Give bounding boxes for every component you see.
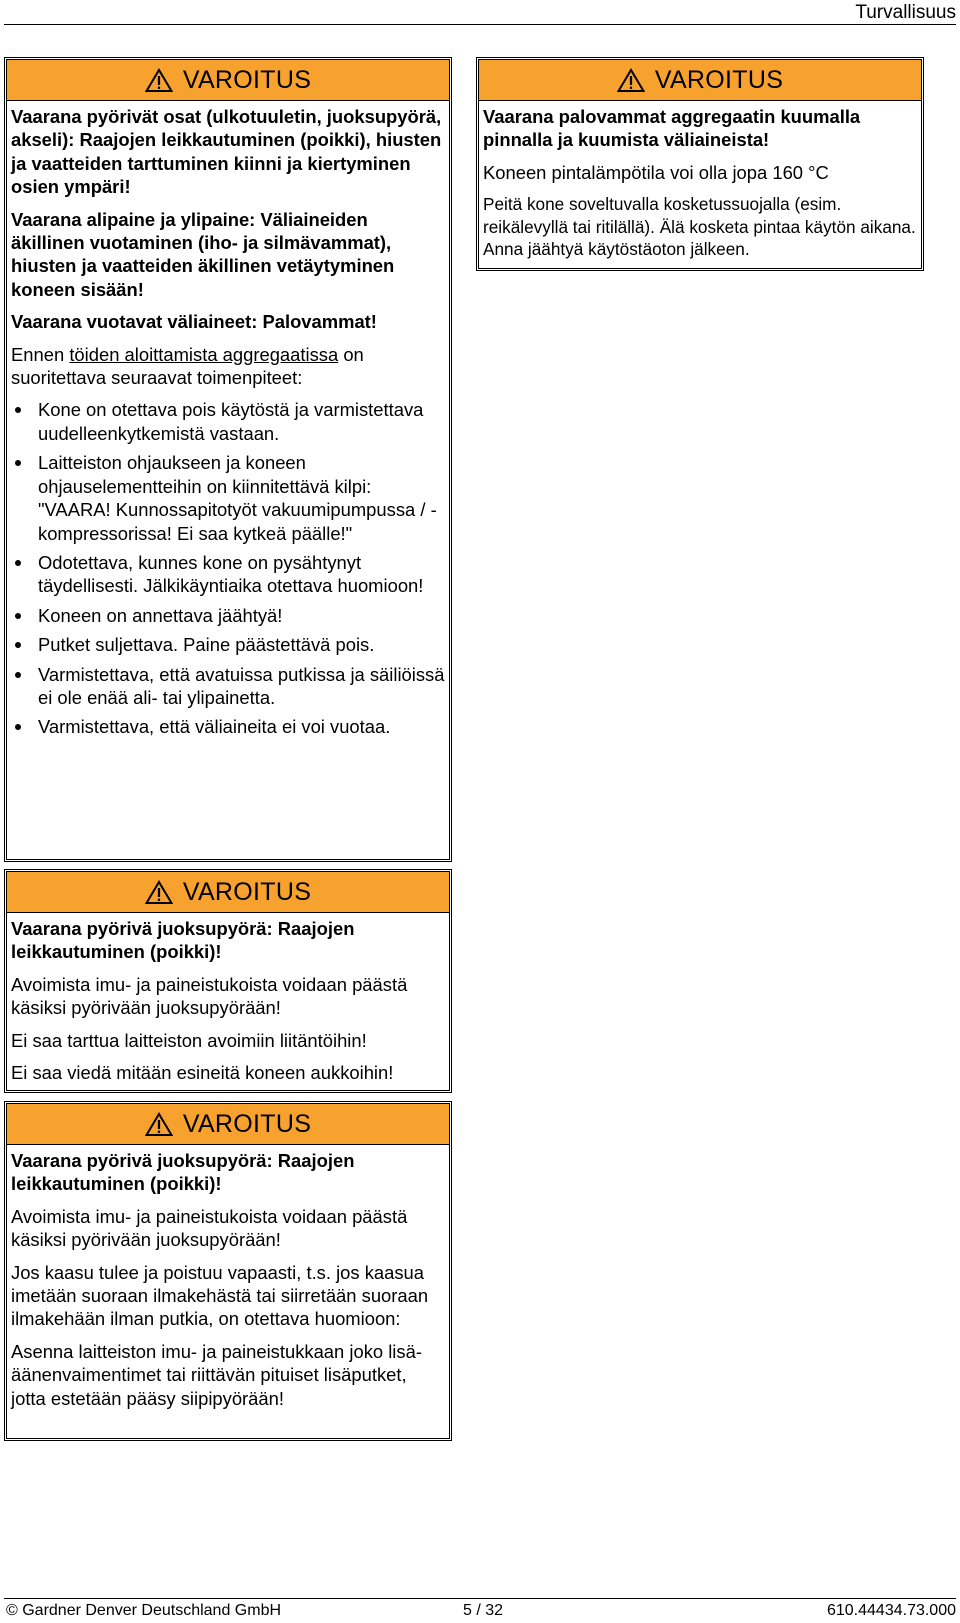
body-text: Ei saa viedä mitään esineitä koneen aukkoihin! [11,1062,394,1084]
warning-box-burns [476,57,924,271]
list-item: Laitteiston ohjaukseen ja koneen ohjauselementteihin on kiinnitettävä kilpi: "VAARA! Kunnossapitotyöt vakuumipumpussa / -kompressorissa! Ei saa kytkeä päälle!" [11,451,445,545]
body-text: Ei saa tarttua laitteiston avoimiin liitäntöihin! [11,1029,367,1051]
body-text: Jos kaasu tulee ja poistuu vapaasti, t.s. jos kaasua imetään suoraan ilmakehästä tai siirretään suoraan ilmakehään ilman putkia, on otettava huomioon: [11,1261,429,1330]
hazard-text: Vaarana pyörivä juoksupyörä: Raajojen leikkautuminen (poikki)! [11,1150,355,1195]
body-text: Koneen pintalämpötila voi olla jopa 160 °C [483,161,829,183]
warning-header [7,60,449,101]
footer-divider [4,1598,956,1599]
warning-title: VAROITUS [654,65,784,94]
list-item: Koneen on annettava jäähtyä! [11,604,445,627]
warning-triangle-icon [145,68,173,93]
hazard-text: Vaarana pyörivät osat (ulkotuuletin, juoksupyörä, akseli): Raajojen leikkautuminen (poikki), hiusten ja vaatteiden tarttuminen kiinni ja kiertyminen osien ympäri! [11,106,442,198]
procedure-steps [11,398,445,738]
list-item: Varmistettava, että väliaineita ei voi vuotaa. [11,715,445,738]
warning-header [7,872,449,913]
warning-title: VAROITUS [182,65,312,94]
warning-header [7,1104,449,1145]
hazard-text: Vaarana pyörivä juoksupyörä: Raajojen leikkautuminen (poikki)! [11,918,355,963]
footer-doc-number: 610.44434.73.000 [826,1602,956,1619]
hazard-text: Vaarana vuotavat väliaineet: Palovammat! [11,311,377,333]
header-divider [4,24,956,25]
warning-triangle-icon [145,880,173,905]
list-item: Kone on otettava pois käytöstä ja varmistettava uudelleenkytkemistä vastaan. [11,398,445,445]
body-text: Peitä kone soveltuvalla kosketussuojalla (esim. reikälevyllä tai ritilällä). Älä kosketa pintaa käytön aikana. Anna jäähtyä käytöstäoton jälkeen. [483,194,916,260]
warning-title: VAROITUS [182,1109,312,1138]
intro-underlined: töiden aloittamista aggregaatissa [69,343,339,365]
warning-triangle-icon [617,68,645,93]
footer-company: © Gardner Denver Deutschland GmbH [6,1602,282,1619]
body-text: Avoimista imu- ja paineistukoista voidaan päästä käsiksi pyörivään juoksupyörään! [11,1205,408,1251]
hazard-text: Vaarana palovammat aggregaatin kuumalla pinnalla ja kuumista väliaineista! [483,106,861,151]
procedure-intro: Ennen töiden aloittamista aggregaatissa on suoritettava seuraavat toimenpiteet: [11,343,364,389]
list-item: Putket suljettava. Paine päästettävä pois. [11,633,445,656]
list-item: Odotettava, kunnes kone on pysähtynyt täydellisesti. Jälkikäyntiaika otettava huomioon! [11,551,445,598]
body-text: Asenna laitteiston imu- ja paineistukkaan joko lisä-äänenvaimentimet tai riittävän pituiset lisäputket, jotta estetään pääsy siipipyörään! [11,1340,422,1409]
page-header-section: Turvallisuus [855,2,956,23]
warning-title: VAROITUS [182,877,312,906]
warning-box-impeller-2 [4,1101,452,1441]
warning-box-impeller-1 [4,869,452,1093]
footer-page-number: 5 / 32 [463,1602,504,1619]
list-item: Varmistettava, että avatuissa putkissa ja säiliöissä ei ole enää ali- tai ylipainetta. [11,663,445,710]
warning-triangle-icon [145,1112,173,1137]
warning-header [479,60,921,101]
body-text: Avoimista imu- ja paineistukoista voidaan päästä käsiksi pyörivään juoksupyörään! [11,973,408,1019]
hazard-text: Vaarana alipaine ja ylipaine: Väliaineiden äkillinen vuotaminen (iho- ja silmävammat), hiusten ja vaatteiden äkillinen vetäytyminen koneen sisään! [11,208,395,300]
warning-box-rotating-parts [4,57,452,862]
page-footer [6,1601,956,1621]
